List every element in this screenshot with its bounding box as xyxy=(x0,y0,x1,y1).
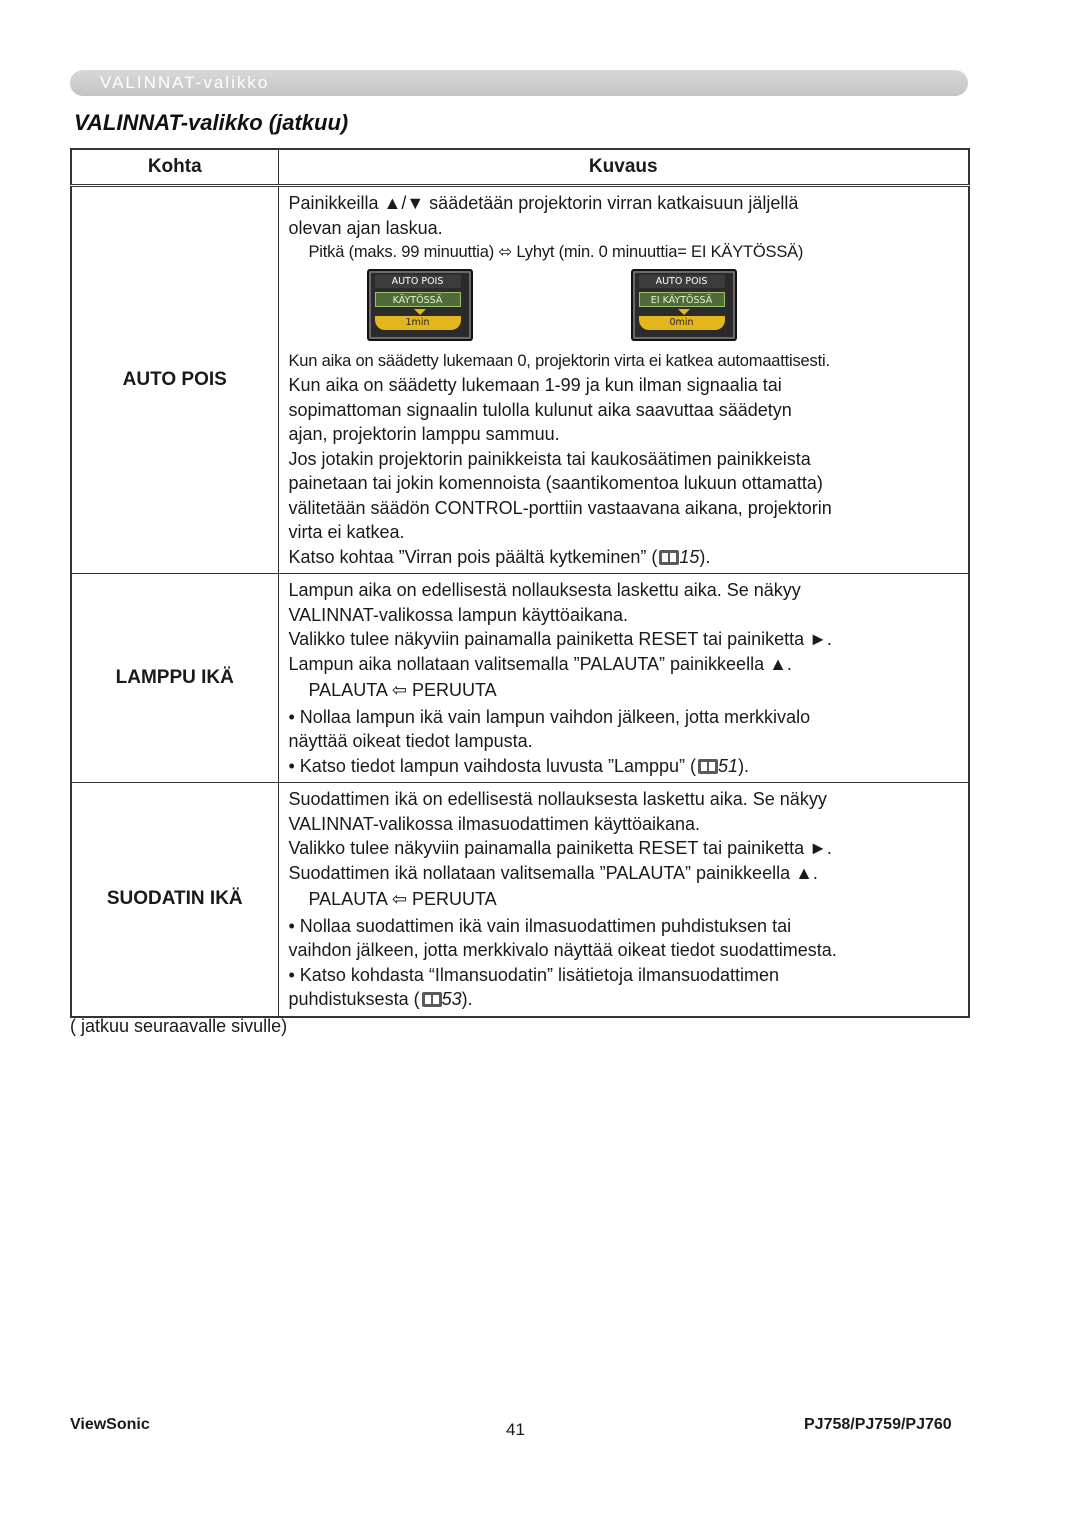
see-suffix: ). xyxy=(699,546,711,567)
book-icon xyxy=(659,550,679,565)
see-prefix: Katso kohtaa ”Virran pois päältä kytkeminen” ( xyxy=(288,546,658,567)
lamppu-bullet2 xyxy=(289,754,961,779)
page-reference: 53 xyxy=(441,989,462,1009)
table-header-row xyxy=(71,149,969,186)
page-reference: 51 xyxy=(718,755,739,776)
continue-note: ( jatkuu seuraavalle sivulle) xyxy=(70,1016,288,1036)
description-lamppu-ika xyxy=(278,574,969,783)
lamppu-bullet1-line2: näyttää oikeat tiedot lampusta. xyxy=(288,731,533,751)
lamppu-line4: Lampun aika nollataan valitsemalla ”PALAUTA” painikkeella ▲. xyxy=(288,653,792,674)
osd-title: AUTO POIS xyxy=(639,275,725,288)
osd-state: EI KÄYTÖSSÄ xyxy=(639,292,725,307)
auto-pois-note-zero: Kun aika on säädetty lukemaan 0, projektorin virta ei katkea automaattisesti. xyxy=(288,351,830,370)
description-auto-pois xyxy=(278,186,969,574)
lamppu-line2: VALINNAT-valikossa lampun käyttöaikana. xyxy=(288,604,628,625)
item-lamppu-ika: LAMPPU IKÄ xyxy=(71,574,278,783)
description-suodatin-ika xyxy=(278,783,969,1017)
auto-pois-p2-line2: painetaan tai jokin komennoista (saantikomentoa lukuun ottamatta) xyxy=(288,473,823,493)
auto-pois-intro-line1: Painikkeilla ▲/▼ säädetään projektorin virran katkaisuun jäljellä xyxy=(288,193,799,213)
section-header-label: VALINNAT-valikko xyxy=(100,73,270,92)
auto-pois-see-reference xyxy=(289,545,961,570)
footer-brand: ViewSonic xyxy=(70,1416,150,1433)
item-auto-pois: AUTO POIS xyxy=(71,186,278,574)
column-header-item: Kohta xyxy=(71,149,278,186)
lamppu-reset-options: PALAUTA ⇦ PERUUTA xyxy=(308,680,497,700)
lamppu-line3: Valikko tulee näkyviin painamalla painiketta RESET tai painiketta ►. xyxy=(288,629,832,649)
osd-value-bar: 0min xyxy=(639,316,725,330)
lamppu-bullet2-suffix: ). xyxy=(738,755,750,776)
osd-screenshot-disabled xyxy=(631,269,737,341)
suodatin-bullet2-prefix: puhdistuksesta ( xyxy=(288,989,420,1009)
osd-screenshots xyxy=(289,265,961,349)
suodatin-reset-options: PALAUTA ⇦ PERUUTA xyxy=(308,889,497,909)
page-title: VALINNAT-valikko (jatkuu) xyxy=(74,110,349,135)
suodatin-bullet1-line1: • Nollaa suodattimen ikä vain ilmasuodattimen puhdistuksen tai xyxy=(288,915,792,936)
suodatin-line1: Suodattimen ikä on edellisestä nollauksesta laskettu aika. Se näkyy xyxy=(288,789,827,809)
osd-down-arrow-icon xyxy=(414,309,426,315)
auto-pois-p2-line1: Jos jotakin projektorin painikkeista tai kaukosäätimen painikkeista xyxy=(288,448,811,469)
osd-screenshot-enabled xyxy=(367,269,473,341)
auto-pois-p2-line3: välitetään säädön CONTROL-porttiin vastaavana aikana, projektorin xyxy=(288,497,832,518)
suodatin-bullet2-suffix: ). xyxy=(461,989,473,1009)
osd-state: KÄYTÖSSÄ xyxy=(375,292,461,307)
item-suodatin-ika: SUODATIN IKÄ xyxy=(71,783,278,1017)
auto-pois-intro-line2: olevan ajan laskua. xyxy=(288,217,443,238)
section-header-bar xyxy=(70,70,968,96)
suodatin-bullet2-line2 xyxy=(289,987,961,1012)
page-reference: 15 xyxy=(679,546,700,567)
auto-pois-p1-line1: Kun aika on säädetty lukemaan 1-99 ja kun ilman signaalia tai xyxy=(288,375,782,395)
book-icon xyxy=(698,759,718,774)
auto-pois-p2-line4: virta ei katkea. xyxy=(288,522,405,542)
suodatin-line4: Suodattimen ikä nollataan valitsemalla ”PALAUTA” painikkeella ▲. xyxy=(288,862,818,883)
osd-down-arrow-icon xyxy=(678,309,690,315)
osd-title: AUTO POIS xyxy=(375,275,461,288)
footer-models: PJ758/PJ759/PJ760 xyxy=(804,1416,952,1433)
book-icon xyxy=(422,992,442,1007)
osd-value-bar: 1min xyxy=(375,316,461,330)
table-row-suodatin-ika xyxy=(71,783,969,1017)
lamppu-bullet2-prefix: • Katso tiedot lampun vaihdosta luvusta ”Lamppu” ( xyxy=(288,755,697,776)
suodatin-bullet1-line2: vaihdon jälkeen, jotta merkkivalo näyttää oikeat tiedot suodattimesta. xyxy=(288,940,837,960)
menu-items-table xyxy=(70,148,970,1018)
lamppu-line1: Lampun aika on edellisestä nollauksesta laskettu aika. Se näkyy xyxy=(288,580,801,600)
suodatin-line3: Valikko tulee näkyviin painamalla painiketta RESET tai painiketta ►. xyxy=(288,838,832,858)
lamppu-bullet1-line1: • Nollaa lampun ikä vain lampun vaihdon jälkeen, jotta merkkivalo xyxy=(288,706,811,727)
auto-pois-p1-line2: sopimattoman signaalin tulolla kulunut aika saavuttaa säädetyn xyxy=(288,399,792,420)
table-row-lamppu-ika xyxy=(71,574,969,783)
footer-page-number: 41 xyxy=(506,1420,525,1439)
column-header-description: Kuvaus xyxy=(278,149,969,186)
auto-pois-range-line: Pitkä (maks. 99 minuuttia) ⬄ Lyhyt (min. 0 minuuttia= EI KÄYTÖSSÄ) xyxy=(308,243,804,261)
suodatin-bullet2-line1: • Katso kohdasta “Ilmansuodatin” lisätietoja ilmansuodattimen xyxy=(288,964,780,985)
auto-pois-p1-line3: ajan, projektorin lamppu sammuu. xyxy=(288,424,560,444)
suodatin-line2: VALINNAT-valikossa ilmasuodattimen käyttöaikana. xyxy=(288,813,701,834)
table-row-auto-pois xyxy=(71,186,969,574)
